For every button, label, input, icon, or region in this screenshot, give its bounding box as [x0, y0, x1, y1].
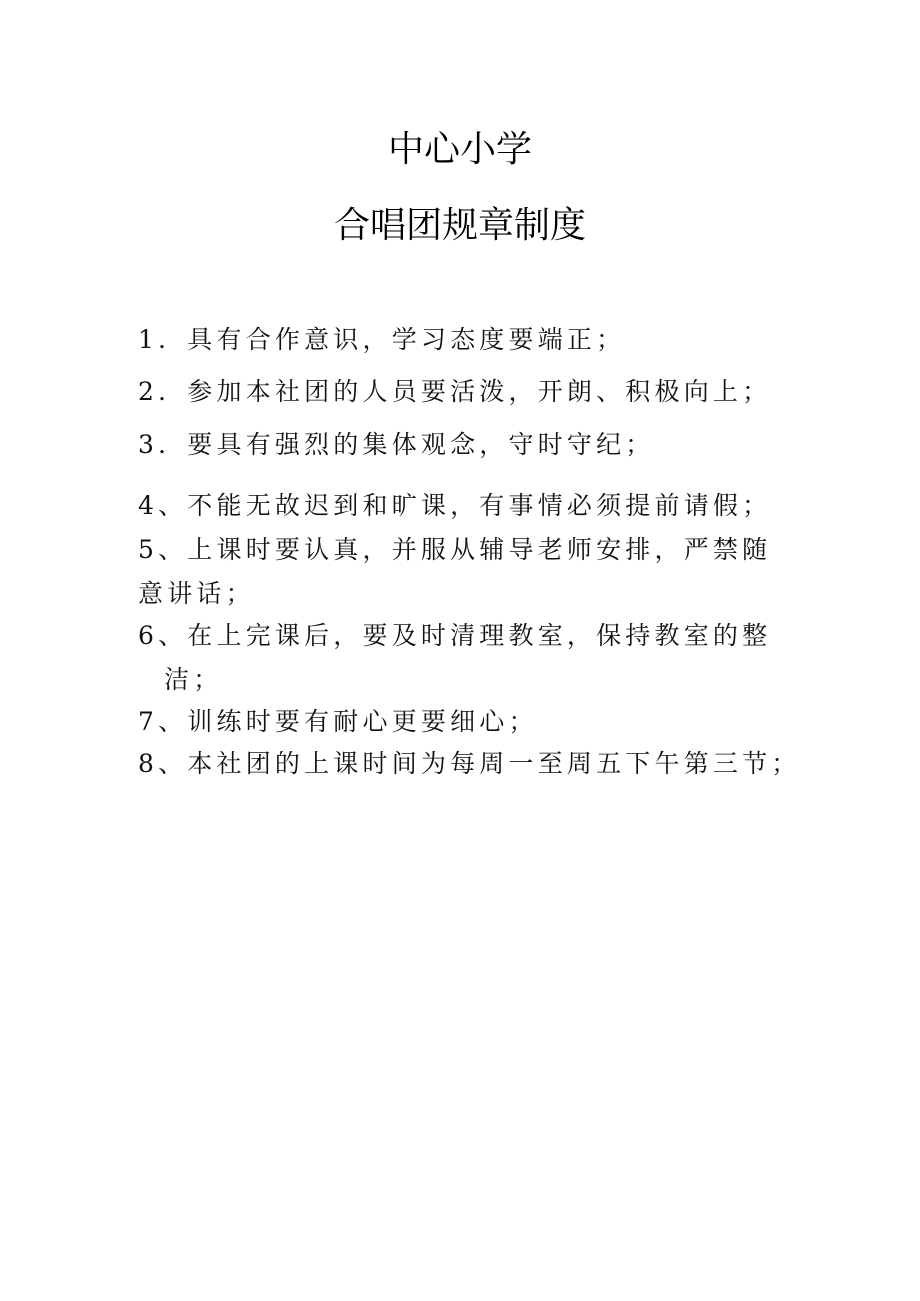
rule-text: 6、在上完课后，要及时清理教室，保持教室的整: [138, 621, 772, 650]
rule-item-4: [138, 484, 818, 528]
rule-text: 3．要具有强烈的集体观念，守时守纪；: [138, 430, 655, 459]
document-title: 合唱团规章制度: [333, 205, 586, 246]
rule-item-2: [138, 370, 818, 414]
rule-item-6: [138, 614, 818, 702]
rule-item-5: [138, 528, 818, 616]
rule-text: 1．具有合作意识，学习态度要端正；: [138, 325, 626, 354]
rule-item-8: [138, 742, 818, 786]
rule-text: 2．参加本社团的人员要活泼，开朗、积极向上；: [138, 377, 772, 406]
rule-text: 5、上课时要认真，并服从辅导老师安排，严禁随: [138, 535, 772, 564]
rule-text: 7、训练时要有耐心更要细心；: [138, 707, 538, 736]
rule-text-continuation: 洁；: [164, 665, 223, 694]
rule-item-1: [138, 318, 818, 362]
school-name-title: 中心小学: [387, 129, 532, 170]
rule-item-3: [138, 423, 818, 467]
rule-text: 4、不能无故迟到和旷课，有事情必须提前请假；: [138, 491, 772, 520]
rule-text: 8、本社团的上课时间为每周一至周五下午第三节；: [138, 749, 801, 778]
rule-text-continuation: 意讲话；: [138, 579, 255, 608]
rule-item-7: [138, 700, 818, 744]
